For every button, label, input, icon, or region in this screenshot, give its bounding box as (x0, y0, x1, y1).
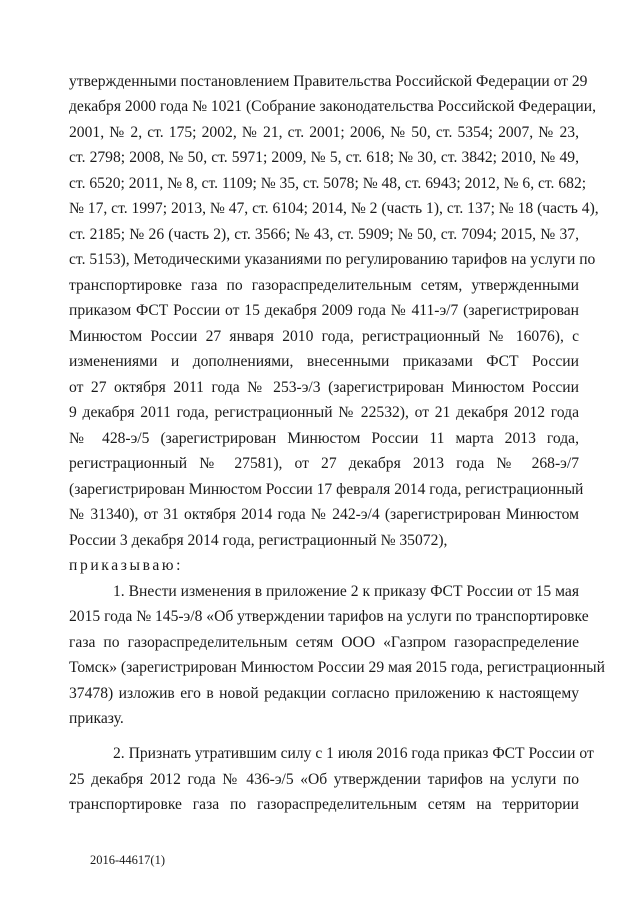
text-line: от 27 октября 2011 года № 253-э/3 (зарегистрирован Минюстом России (69, 379, 579, 396)
text-line: 2001, № 2, ст. 175; 2002, № 21, ст. 2001; 2006, № 50, ст. 5354; 2007, № 23, (69, 124, 579, 141)
text-line: газа по газораспределительным сетям ООО «Газпром газораспределение (69, 634, 579, 651)
text-line: ст. 2798; 2008, № 50, ст. 5971; 2009, № 5, ст. 618; № 30, ст. 3842; 2010, № 49, (69, 149, 579, 166)
text-line: России 3 декабря 2014 года, регистрационный № 35072), (69, 532, 448, 549)
text-line: утвержденными постановлением Правительства Российской Федерации от 29 (69, 73, 588, 90)
text-line: 9 декабря 2011 года, регистрационный № 22532), от 21 декабря 2012 года (69, 404, 579, 421)
text-line: изменениями и дополнениями, внесенными приказами ФСТ России (69, 353, 579, 370)
text-line: ст. 2185; № 26 (часть 2), ст. 3566; № 43, ст. 5909; № 50, ст. 7094; 2015, № 37, (69, 226, 579, 243)
text-line: № 17, ст. 1997; 2013, № 47, ст. 6104; 2014, № 2 (часть 1), ст. 137; № 18 (часть 4), (69, 200, 599, 217)
text-line: приказом ФСТ России от 15 декабря 2009 года № 411-э/7 (зарегистрирован (69, 302, 579, 319)
text-line: № 428-э/5 (зарегистрирован Минюстом России 11 марта 2013 года, (69, 430, 579, 447)
text-line: Томск» (зарегистрирован Минюстом России 29 мая 2015 года, регистрационный (69, 659, 605, 676)
text-line: приказу. (69, 710, 124, 727)
text-line: Минюстом России 27 января 2010 года, регистрационный № 16076), с (69, 328, 579, 345)
text-line: ст. 5153), Методическими указаниями по регулированию тарифов на услуги по (69, 251, 596, 268)
text-line: транспортировке газа по газораспределительным сетям, утвержденными (69, 277, 579, 294)
text-line: 2015 года № 145-э/8 «Об утверждении тарифов на услуги по транспортировке (69, 608, 589, 625)
text-line: ст. 6520; 2011, № 8, ст. 1109; № 35, ст. 5078; № 48, ст. 6943; 2012, № 6, ст. 682; (69, 175, 587, 192)
text-line: 37478) изложив его в новой редакции согласно приложению к настоящему (69, 685, 579, 702)
text-line: 2. Признать утратившим силу с 1 июля 2016 года приказ ФСТ России от (113, 745, 594, 762)
text-line: 1. Внести изменения в приложение 2 к приказу ФСТ России от 15 мая (113, 583, 579, 600)
text-line: № 31340), от 31 октября 2014 года № 242-э/4 (зарегистрирован Минюстом (69, 506, 579, 523)
text-line: (зарегистрирован Минюстом России 17 февраля 2014 года, регистрационный (69, 481, 584, 498)
text-line: регистрационный № 27581), от 27 декабря 2013 года № 268-э/7 (69, 455, 579, 472)
document-code: 2016-44617(1) (90, 853, 165, 867)
order-word: приказываю: (69, 557, 184, 574)
text-line: декабря 2000 года № 1021 (Собрание законодательства Российской Федерации, (69, 98, 596, 115)
text-line: 25 декабря 2012 года № 436-э/5 «Об утверждении тарифов на услуги по (69, 771, 579, 788)
text-line: транспортировке газа по газораспределительным сетям на территории (69, 796, 579, 813)
